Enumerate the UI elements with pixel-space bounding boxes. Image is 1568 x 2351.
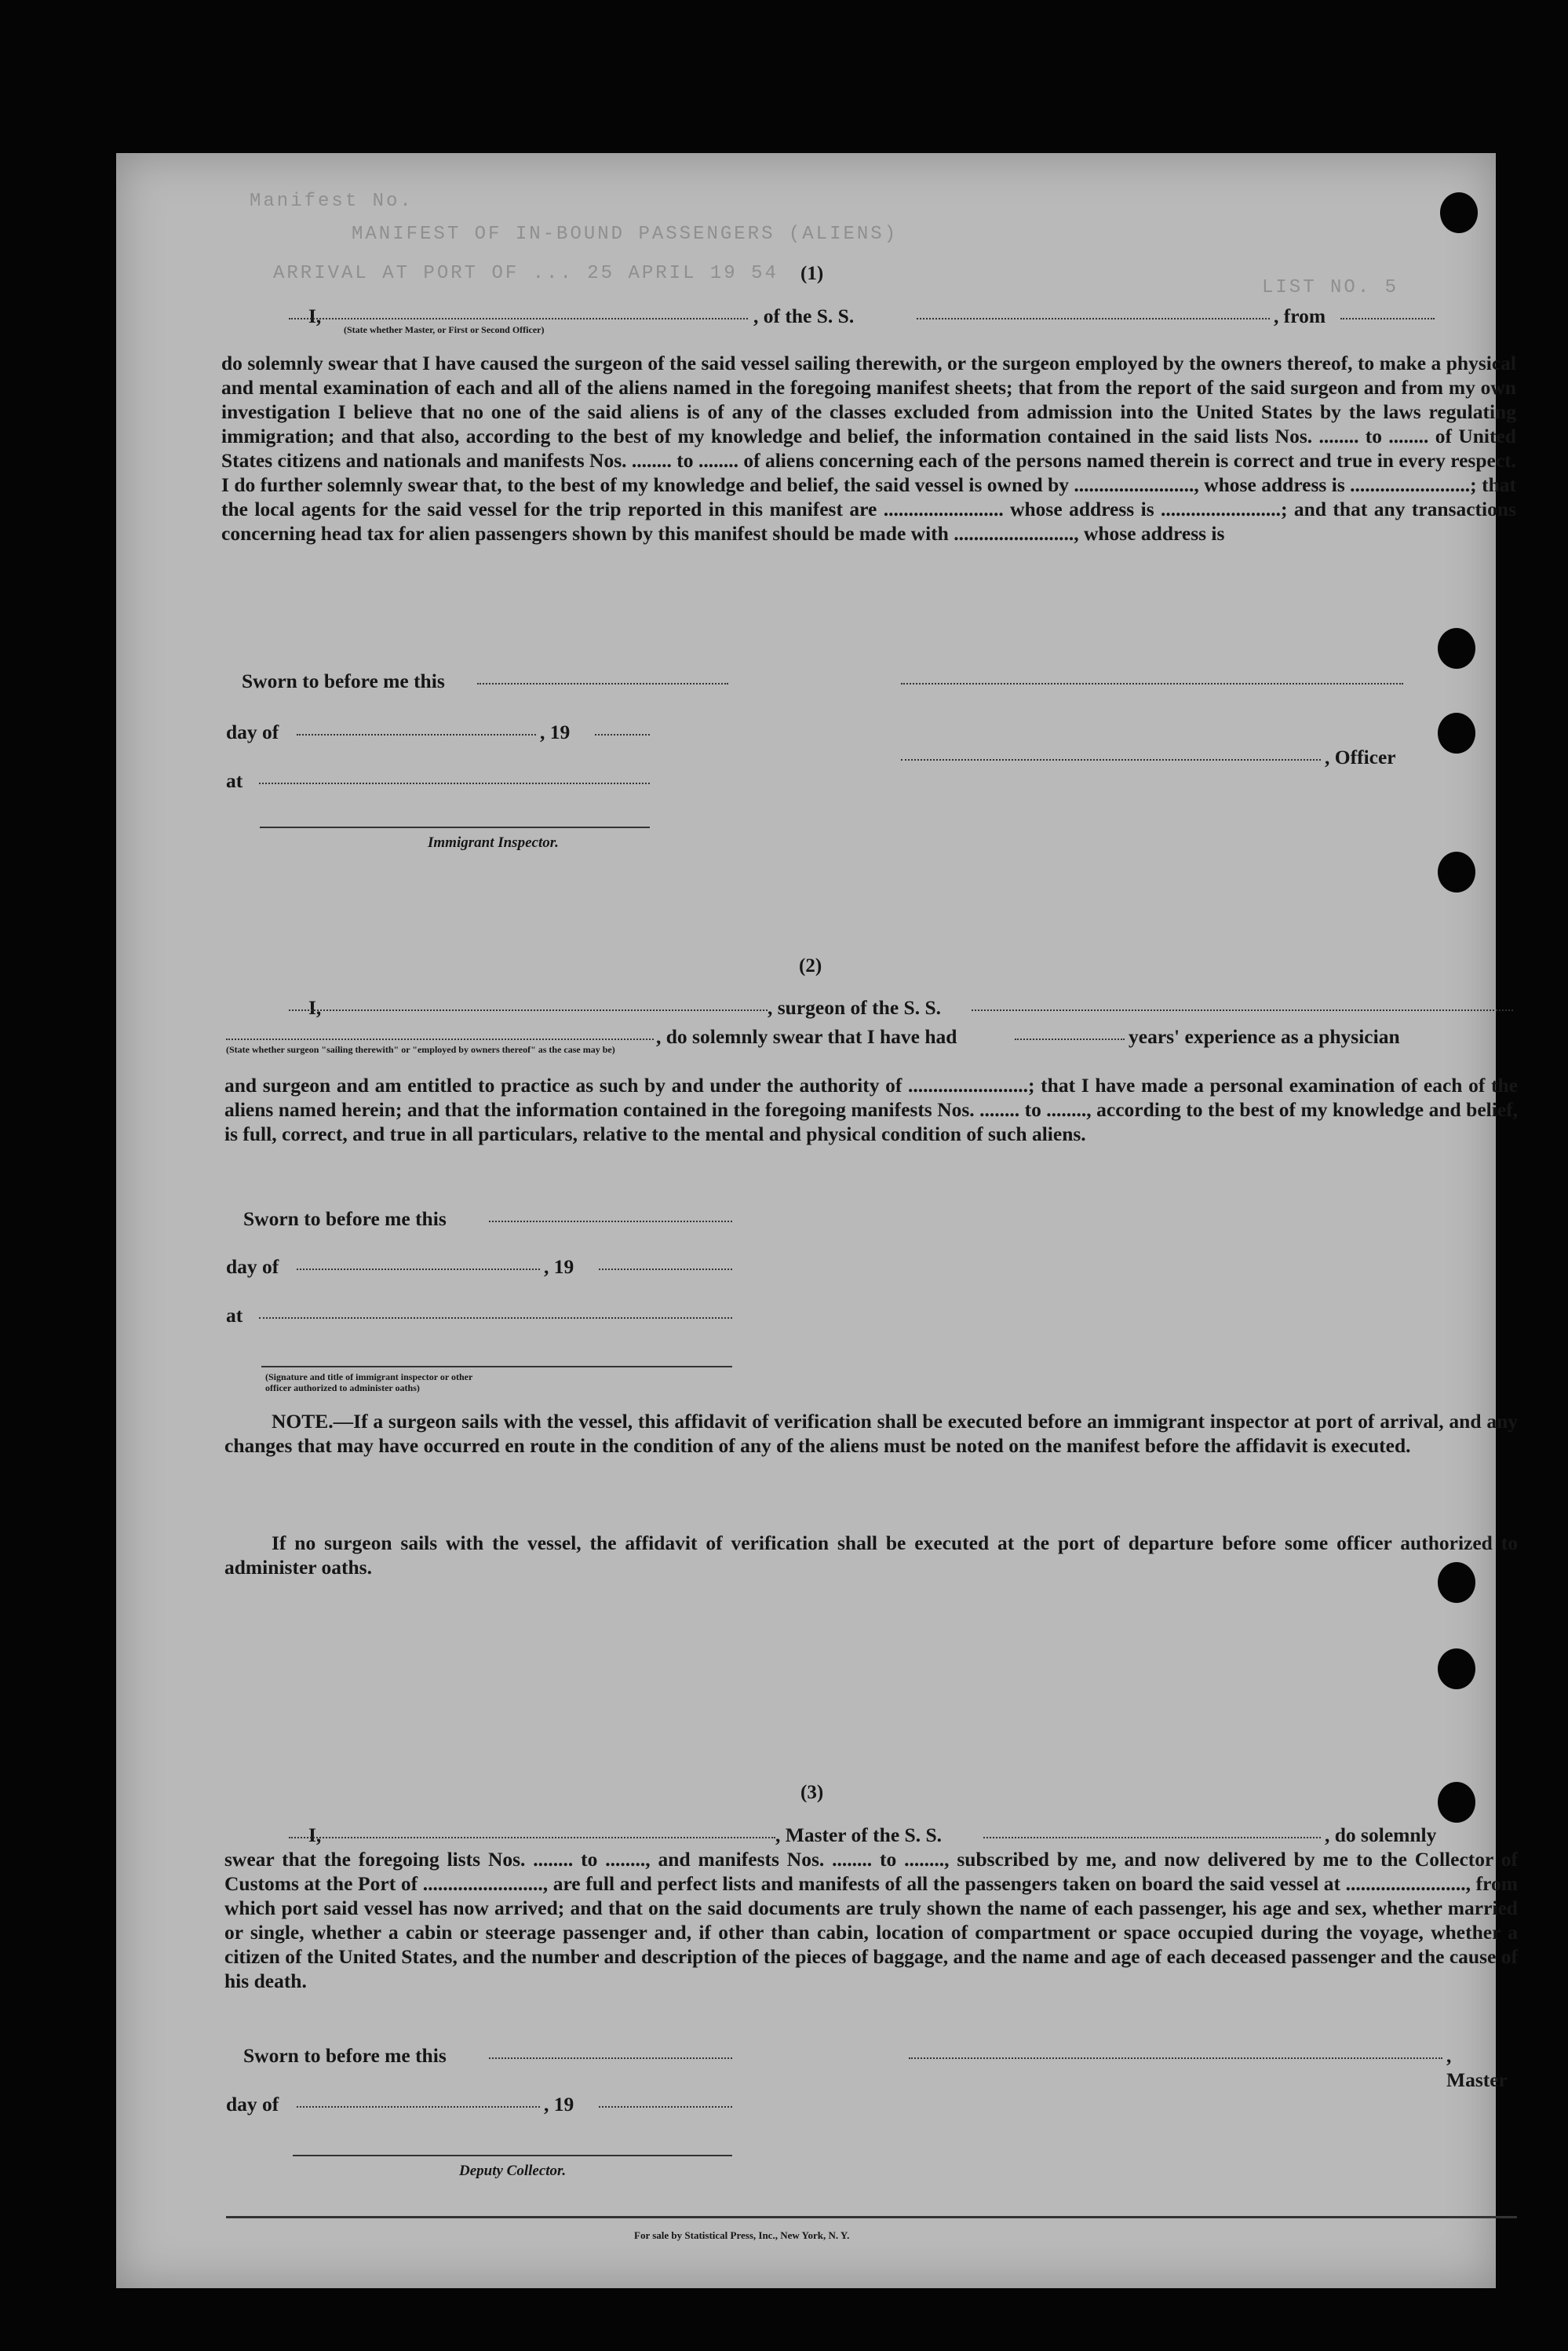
- s2-solemnly-label: , do solemnly swear that I have had: [656, 1025, 957, 1048]
- s3-collector-label: Deputy Collector.: [459, 2163, 567, 2179]
- s1-day-line: [297, 734, 536, 736]
- s2-day-line: [297, 1269, 540, 1270]
- s1-at-line: [259, 783, 650, 784]
- faint-header-2: MANIFEST OF IN-BOUND PASSENGERS (ALIENS): [352, 224, 899, 245]
- s1-officer-name-line: [289, 318, 748, 319]
- punch-hole: [1438, 1648, 1475, 1689]
- s1-oath-paragraph: do solemnly swear that I have caused the surgeon of the said vessel sailing therewith, or the surgeon employed by the owners thereof, to make a physical and mental examination of each and all of the aliens named in the foregoing manifest sheets; that from the report of the said surgeon and from my own investigation I believe that no one of the said aliens is of any of the classes excluded from admission into the United States by the laws regulating immigration; and that also, according to the best of my knowledge and belief, the information contained in the said lists Nos. ........ to ........ of United States citizens and nationals and manifests Nos. ........ to ........ of aliens concerning each of the persons named therein is correct and true in every respect. I do further solemnly swear that, to the best of my knowledge and belief, the said vessel is owned by ........................, whose address is ........................; that the local agents for the said vessel for the trip reported in this manifest are ........................ whose address is ........................; and that any transactions concerning head tax for alien passengers shown by this manifest should be made with ........................, whose address is: [221, 352, 1516, 545]
- s2-ship-line: [972, 1009, 1513, 1011]
- punch-hole: [1440, 192, 1478, 233]
- s2-at-line: [259, 1317, 732, 1319]
- faint-header-1: Manifest No.: [250, 191, 414, 212]
- s3-oath-paragraph: swear that the foregoing lists Nos. ........ to ........, and manifests Nos. ........ to ........, subscribed by me, and now delivered by me to the Collector of Customs at the Port of ........................, are full and perfect lists and manifests of all the passengers taken on board the said vessel at ........................, from which port said vessel has now arrived; and that on the said documents are truly shown the name of each passenger, his age and sex, whether married or single, whether a cabin or steerage passenger and, if other than cabin, location of compartment or space occupied during the voyage, whether a citizen of the United States, and the number and description of the pieces of baggage, and the name and age of each deceased passenger and the cause of his death.: [224, 1848, 1518, 1992]
- s2-sworn-line: [489, 1221, 732, 1222]
- s3-year-label: , 19: [544, 2093, 574, 2116]
- s2-year-label: , 19: [544, 1255, 574, 1278]
- s1-sworn-line: [477, 683, 728, 684]
- note-paragraph-2: If no surgeon sails with the vessel, the affidavit of verification shall be executed at the port of departure before some officer authorized to administer oaths.: [224, 1531, 1518, 1579]
- s2-years-label: years' experience as a physician: [1129, 1025, 1400, 1048]
- s2-surgeon-name-line: [289, 1009, 768, 1011]
- s2-surgeon-of-label: , surgeon of the S. S.: [768, 996, 942, 1019]
- s1-day-of-label: day of: [226, 721, 279, 743]
- s3-day-line: [297, 2106, 540, 2108]
- note-text-1: —If a surgeon sails with the vessel, this affidavit of verification shall be executed before an immigrant inspector at port of arrival, and any changes that may have occurred en route in the condition of any of the aliens must be noted on the manifest before the affidavit is executed.: [224, 1410, 1518, 1457]
- s1-officer-sign-line: [901, 683, 1403, 684]
- s2-years-line: [1015, 1039, 1125, 1040]
- faint-header-3: ARRIVAL AT PORT OF ... 25 APRIL 19 54: [273, 263, 779, 284]
- footer-rule: [226, 2216, 1517, 2218]
- s3-day-of-label: day of: [226, 2093, 279, 2116]
- s3-solemnly-label: , do solemnly: [1325, 1823, 1437, 1846]
- footer-publisher: For sale by Statistical Press, Inc., New York, N. Y.: [634, 2229, 850, 2241]
- s3-sworn-label: Sworn to before me this: [243, 2044, 447, 2067]
- s1-officer-label: , Officer: [1325, 746, 1396, 768]
- s3-year-line: [599, 2106, 732, 2108]
- s1-i-label: I,: [308, 305, 322, 327]
- note-label: NOTE.: [272, 1410, 334, 1433]
- s3-master-name-line: [289, 1837, 775, 1838]
- section-1-number: (1): [800, 263, 824, 284]
- s3-master-sign-line: [909, 2057, 1442, 2059]
- s3-ship-line: [983, 1837, 1321, 1838]
- s1-from-label: , from: [1274, 305, 1326, 327]
- punch-hole: [1438, 852, 1475, 893]
- s2-status-note: (State whether surgeon "sailing therewith" or "employed by owners thereof" as the case may be): [226, 1044, 615, 1055]
- s1-at-label: at: [226, 769, 243, 792]
- s1-sworn-label: Sworn to before me this: [242, 670, 445, 692]
- s3-master-of-label: , Master of the S. S.: [775, 1823, 943, 1846]
- s2-sworn-label: Sworn to before me this: [243, 1207, 447, 1230]
- s2-signature-note: (Signature and title of immigrant inspector or other officer authorized to administer oaths): [265, 1371, 473, 1393]
- s1-officer-note: (State whether Master, or First or Second Officer): [344, 324, 545, 335]
- s3-i-label: I,: [308, 1823, 322, 1846]
- section-3-number: (3): [800, 1782, 824, 1803]
- s1-year-line: [595, 734, 650, 736]
- s1-year-label: , 19: [540, 721, 571, 743]
- punch-hole: [1438, 628, 1475, 669]
- punch-hole: [1438, 1782, 1475, 1823]
- s1-officer-title-line: [901, 759, 1321, 761]
- s3-master-label: , Master: [1446, 2044, 1508, 2091]
- s1-ship-name-line: [917, 318, 1270, 319]
- s1-from-line: [1340, 318, 1435, 319]
- section-2-number: (2): [799, 955, 822, 977]
- punch-hole: [1438, 1562, 1475, 1603]
- s1-of-ss-label: , of the S. S.: [753, 305, 855, 327]
- s2-status-line: [226, 1039, 654, 1040]
- s1-inspector-sign-line: [260, 827, 650, 828]
- punch-hole: [1438, 713, 1475, 754]
- manifest-sheet: [116, 153, 1518, 2288]
- s2-at-label: at: [226, 1304, 243, 1327]
- s2-day-of-label: day of: [226, 1255, 279, 1278]
- s1-inspector-label: Immigrant Inspector.: [428, 834, 559, 851]
- s3-sworn-line: [489, 2057, 732, 2059]
- note-paragraph-1: [224, 1409, 1518, 1458]
- faint-header-4: LIST NO. 5: [1262, 277, 1399, 298]
- s2-oath-paragraph: and surgeon and am entitled to practice as such by and under the authority of ........................; that I have made a personal examination of each of the aliens named herein; and that the information contained in the foregoing manifests Nos. ........ to ........, according to the best of my knowledge and belief, is full, correct, and true in all particulars, relative to the mental and physical condition of such aliens.: [224, 1074, 1518, 1145]
- s3-collector-sign-line: [293, 2155, 732, 2156]
- s2-year-line: [599, 1269, 732, 1270]
- s2-i-label: I,: [308, 996, 322, 1019]
- s2-inspector-sign-line: [261, 1366, 732, 1367]
